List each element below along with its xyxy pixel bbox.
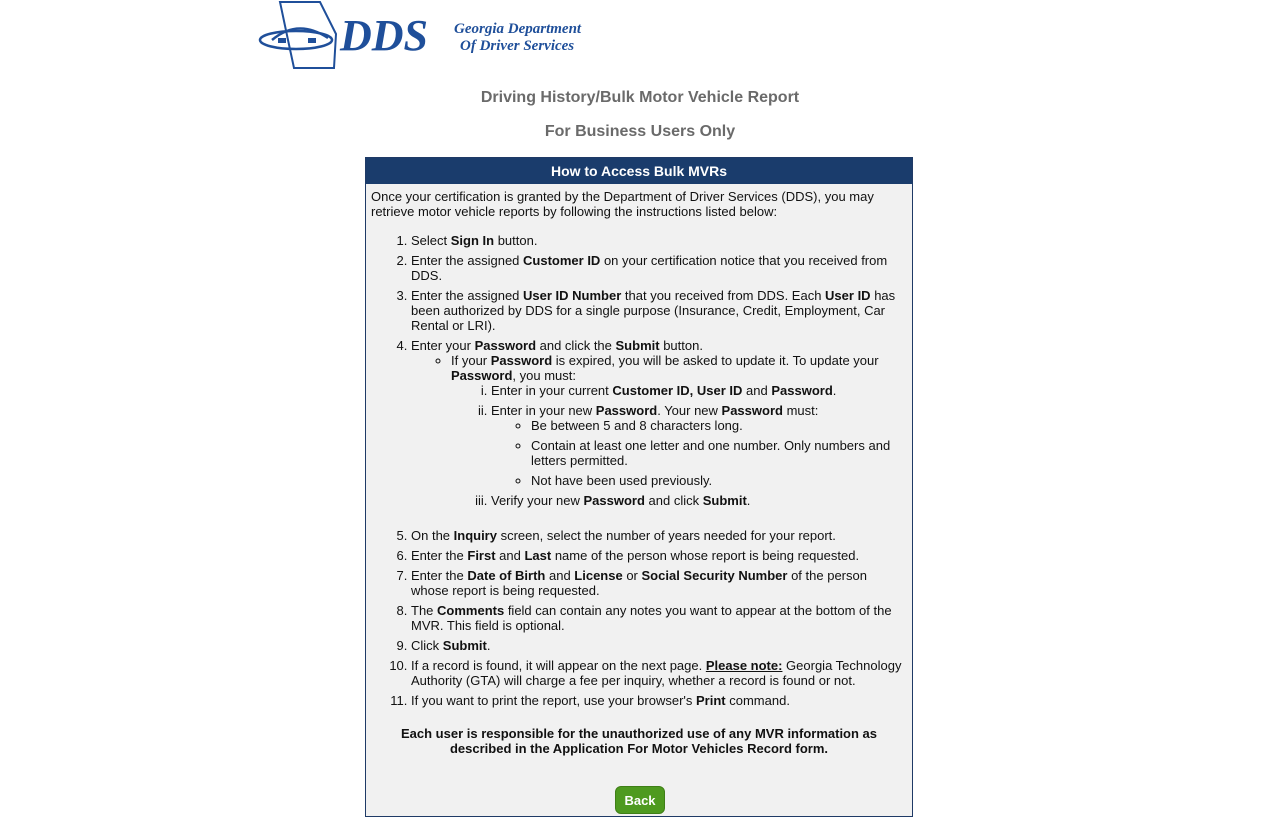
responsibility-notice: Each user is responsible for the unauthorized use of any MVR information as described in the Application For Motor Vehicles Record form. — [400, 726, 878, 756]
list-item: 7. Enter the Date of Birth and License or Social Security Number of the person whose report is being requested. — [411, 568, 907, 598]
list-item: 1. Select Sign In button. — [411, 233, 907, 248]
list-item: 2. Enter the assigned Customer ID on your certification notice that you received from DDS. — [411, 253, 907, 283]
list-item: 10. If a record is found, it will appear on the next page. Please note: Georgia Technology Authority (GTA) will charge a fee per inquiry, whether a record is found or not. — [411, 658, 907, 688]
dds-logo[interactable] — [258, 0, 598, 72]
list-item: ii. Enter in your new Password. Your new Password must: ◦ Be between 5 and 8 characters long. ◦ Contain at least one letter and one number. Only numbers and letters permitted. ◦ Not have been used previously. — [491, 403, 907, 488]
instructions-panel — [365, 157, 913, 817]
list-item: 11. If you want to print the report, use your browser's Print command. — [411, 693, 907, 708]
list-item: 6. Enter the First and Last name of the person whose report is being requested. — [411, 548, 907, 563]
list-item: 8. The Comments field can contain any notes you want to appear at the bottom of the MVR. This field is optional. — [411, 603, 907, 633]
intro-text: Once your certification is granted by the Department of Driver Services (DDS), you may retrieve motor vehicle reports by following the instructions listed below: — [371, 189, 874, 219]
logo-line2: Of Driver Services — [460, 38, 575, 54]
list-item: ◦ Be between 5 and 8 characters long. — [531, 418, 907, 433]
logo-acronym: DDS — [340, 11, 429, 60]
logo-line1: Georgia Department — [454, 21, 582, 37]
list-item: ◦ If your Password is expired, you will be asked to update it. To update your Password, you must: i. Enter in your current Customer ID, User ID and Password. ii. Enter in your new Password. Your new Password must: ◦ Be between 5 and 8 characters long. ◦ Contain at least one letter and one number. Only numbers and letters permitted. ◦ Not have been used previously. iii. Verify your new Password and click Submit. — [451, 353, 907, 508]
list-item: ◦ Contain at least one letter and one number. Only numbers and letters permitted. — [531, 438, 907, 468]
back-button[interactable]: Back — [615, 786, 665, 814]
list-item: i. Enter in your current Customer ID, User ID and Password. — [491, 383, 907, 398]
list-item: 5. On the Inquiry screen, select the number of years needed for your report. — [411, 528, 907, 543]
panel-body — [366, 184, 912, 756]
instruction-list — [371, 233, 907, 708]
list-item: 4. Enter your Password and click the Submit button. ◦ If your Password is expired, you will be asked to update it. To update your Password, you must: i. Enter in your current Customer ID, User ID and Password. ii. Enter in your new Password. Your new Password must: ◦ Be between 5 and 8 characters long. ◦ Contain at least one letter and one number. Only numbers and letters permitted. ◦ Not have been used previously. iii. Verify your new Password and click Submit. — [411, 338, 907, 523]
list-item: ◦ Not have been used previously. — [531, 473, 907, 488]
list-item: 3. Enter the assigned User ID Number that you received from DDS. Each User ID has been authorized by DDS for a single purpose (Insurance, Credit, Employment, Car Rental or LRI). — [411, 288, 907, 333]
page-title: Driving History/Bulk Motor Vehicle Report — [480, 89, 800, 106]
list-item: iii. Verify your new Password and click Submit. — [491, 493, 907, 508]
list-item: 9. Click Submit. — [411, 638, 907, 653]
page-subtitle: For Business Users Only — [544, 123, 736, 140]
panel-header: How to Access Bulk MVRs — [366, 158, 912, 184]
